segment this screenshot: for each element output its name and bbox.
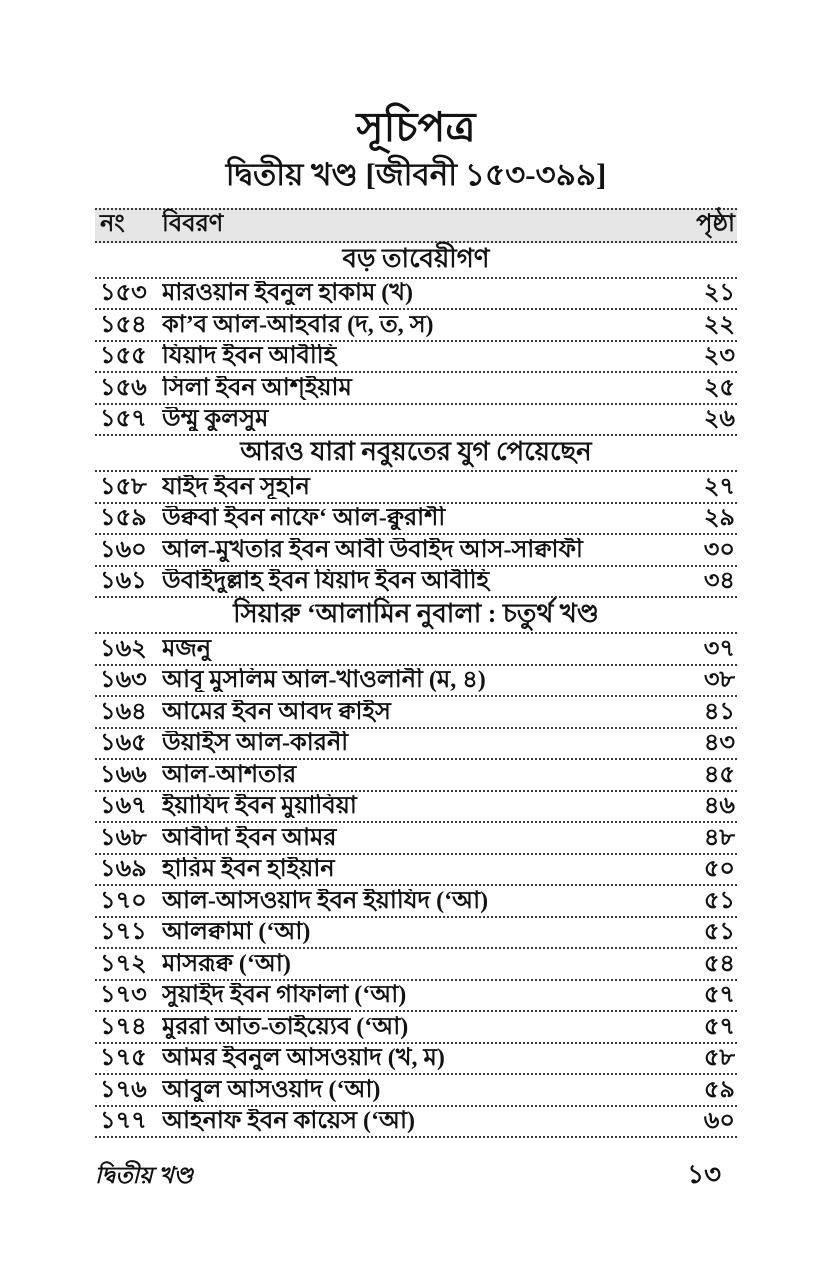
toc-entry-title: আবূ মুসলিম আল-খাওলানী (ম, ৪) (162, 668, 486, 693)
toc-row (95, 729, 737, 761)
toc-row (95, 855, 737, 887)
toc-row (95, 666, 737, 698)
toc-entry-page: ৫৭ (703, 982, 735, 1009)
toc-entry-page: ৪৮ (703, 824, 735, 851)
toc-entry-page: ৩৭ (703, 635, 735, 662)
toc-section-heading: বড় তাবেয়ীগণ (95, 243, 737, 279)
toc-entry-number: ১৬৪ (100, 698, 147, 725)
toc-entry-number: ১৬৫ (100, 730, 147, 757)
toc-entry-page: ২৩ (703, 343, 735, 370)
toc-row (95, 886, 737, 918)
toc-entry-title: উবাইদুল্লাহ ইবন যিয়াদ ইবন আবীহি (162, 569, 490, 594)
toc-entry-number: ১৬৭ (100, 793, 147, 820)
toc-row (95, 823, 737, 855)
toc-entry-title: উম্মু কুলসুম (162, 407, 269, 432)
toc-entry-title: আবীদা ইবন আমর (162, 825, 337, 850)
toc-entry-number: ১৭৩ (100, 982, 147, 1009)
toc-entry-title: সিলা ইবন আশ্‌ইয়াম (162, 375, 352, 400)
toc-entry-page: ৫১ (703, 887, 735, 914)
toc-row (95, 792, 737, 824)
toc-entry-title: আবুল আসওয়াদ (‘আ) (162, 1077, 381, 1102)
toc-entry-page: ৪৩ (703, 730, 735, 757)
toc-entry-number: ১৬০ (100, 536, 147, 563)
toc-entry-title: আল-মুখতার ইবন আবী উবাইদ আস-সাক্বাফী (162, 537, 583, 562)
page-subtitle: দ্বিতীয় খণ্ড [জীবনী ১৫৩-৩৯৯] (225, 157, 607, 193)
toc-row (95, 279, 737, 311)
toc-row (95, 918, 737, 950)
toc-header-no: নং (100, 211, 125, 238)
toc-entry-title: আহনাফ ইবন কায়েস (‘আ) (162, 1109, 415, 1134)
toc-entry-number: ১৫৮ (100, 473, 147, 500)
toc-row (95, 981, 737, 1013)
toc-entry-page: ৪১ (703, 698, 735, 725)
toc-entry-title: আমের ইবন আবদ ক্বাইস (162, 699, 391, 724)
toc-entry-number: ১৬৮ (100, 824, 147, 851)
toc-entry-number: ১৬৬ (100, 761, 147, 788)
toc-entry-page: ২৫ (703, 374, 735, 401)
toc-entry-title: ইয়াযিদ ইবন মুয়াবিয়া (162, 794, 357, 819)
toc-entry-page: ৫১ (703, 919, 735, 946)
toc-row (95, 504, 737, 536)
toc-entry-page: ২৬ (703, 406, 735, 433)
toc-section-heading: সিয়ারু ‘আলামিন নুবালা : চতুর্থ খণ্ড (95, 598, 737, 634)
footer-volume-label: দ্বিতীয় খণ্ড (95, 1163, 193, 1189)
toc-row (95, 949, 737, 981)
toc-entry-number: ১৭২ (100, 950, 147, 977)
page-footer (95, 1154, 737, 1198)
toc-entry-page: ৪৬ (703, 793, 735, 820)
toc-entry-title: উয়াইস আল-কারনী (162, 731, 349, 756)
toc-entry-page: ৫৭ (703, 1013, 735, 1040)
toc-entry-title: হারিম ইবন হাইয়ান (162, 857, 335, 882)
toc-entry-title: উক্ববা ইবন নাফে‘ আল-ক্বুরাশী (162, 506, 446, 531)
toc-entry-number: ১৭৪ (100, 1013, 147, 1040)
toc-row (95, 760, 737, 792)
toc-entry-page: ৫৯ (703, 1076, 735, 1103)
toc-entry-number: ১৫৭ (100, 406, 147, 433)
toc-entry-number: ১৬২ (100, 635, 147, 662)
toc-entry-page: ৩০ (703, 536, 735, 563)
toc-entry-title: মজনু (162, 636, 212, 661)
toc-entry-number: ১৫৬ (100, 374, 147, 401)
toc-entry-page: ২২ (703, 311, 735, 338)
toc-row (95, 1044, 737, 1076)
toc-entry-page: ২১ (703, 280, 735, 307)
toc-row (95, 535, 737, 567)
footer-page-number: ১৩ (687, 1160, 721, 1190)
toc-row (95, 310, 737, 342)
toc-row (95, 342, 737, 374)
toc-entry-title: আমর ইবনুল আসওয়াদ (খ, ম) (162, 1046, 445, 1071)
toc-entry-title: মাসরূক্ব (‘আ) (162, 951, 291, 976)
page-title: সূচিপত্র (356, 104, 476, 150)
toc-entry-number: ১৭৬ (100, 1076, 147, 1103)
toc-entry-number: ১৫৩ (100, 280, 147, 307)
toc-header-description: বিবরণ (162, 211, 224, 238)
toc-entry-title: আলক্বামা (‘আ) (162, 920, 311, 945)
toc-row (95, 373, 737, 405)
toc-row (95, 1107, 737, 1139)
toc-row (95, 634, 737, 666)
toc-entry-title: আল-আশতার (162, 762, 297, 787)
toc-entry-number: ১৫৪ (100, 311, 147, 338)
toc-section-heading: আরও যারা নবুয়তের যুগ পেয়েছেন (95, 436, 737, 472)
page-content (95, 0, 737, 1198)
toc-entry-number: ১৬৯ (100, 856, 147, 883)
toc-entry-page: ৫৪ (703, 950, 735, 977)
toc-entry-page: ৫৮ (703, 1045, 735, 1072)
toc-entry-page: ২৭ (703, 473, 735, 500)
toc-entry-number: ১৭৫ (100, 1045, 147, 1072)
toc-row (95, 1075, 737, 1107)
toc-entry-page: ৬০ (703, 1108, 735, 1135)
toc-entry-number: ১৬১ (100, 568, 147, 595)
toc-row (95, 472, 737, 504)
toc-entry-number: ১৬৩ (100, 667, 147, 694)
toc-entry-title: মুররা আত-তাইয়্যেব (‘আ) (162, 1014, 409, 1039)
toc-body (95, 243, 737, 1139)
toc-entry-page: ৩৮ (703, 667, 735, 694)
toc-row (95, 697, 737, 729)
toc-entry-page: ২৯ (703, 505, 735, 532)
toc-entry-number: ১৫৯ (100, 505, 147, 532)
toc-entry-number: ১৭০ (100, 887, 147, 914)
toc-entry-page: ৪৫ (703, 761, 735, 788)
toc-entry-title: মারওয়ান ইবনুল হাকাম (খ) (162, 281, 414, 306)
toc-entry-number: ১৫৫ (100, 343, 147, 370)
toc-entry-number: ১৭১ (100, 919, 147, 946)
toc-entry-title: যাইদ ইবন সূহান (162, 474, 310, 499)
toc-entry-title: যিয়াদ ইবন আবীহি (162, 344, 337, 369)
toc-entry-title: কা’ব আল-আহবার (দ, ত, স) (162, 312, 434, 337)
toc-header-page: পৃষ্ঠা (696, 211, 735, 238)
toc-entry-title: আল-আসওয়াদ ইবন ইয়াযিদ (‘আ) (162, 888, 489, 913)
toc-row (95, 1012, 737, 1044)
toc-entry-page: ৫০ (703, 856, 735, 883)
toc-entry-page: ৩৪ (703, 568, 735, 595)
toc-entry-title: সুয়াইদ ইবন গাফালা (‘আ) (162, 983, 407, 1008)
toc-entry-number: ১৭৭ (100, 1108, 147, 1135)
